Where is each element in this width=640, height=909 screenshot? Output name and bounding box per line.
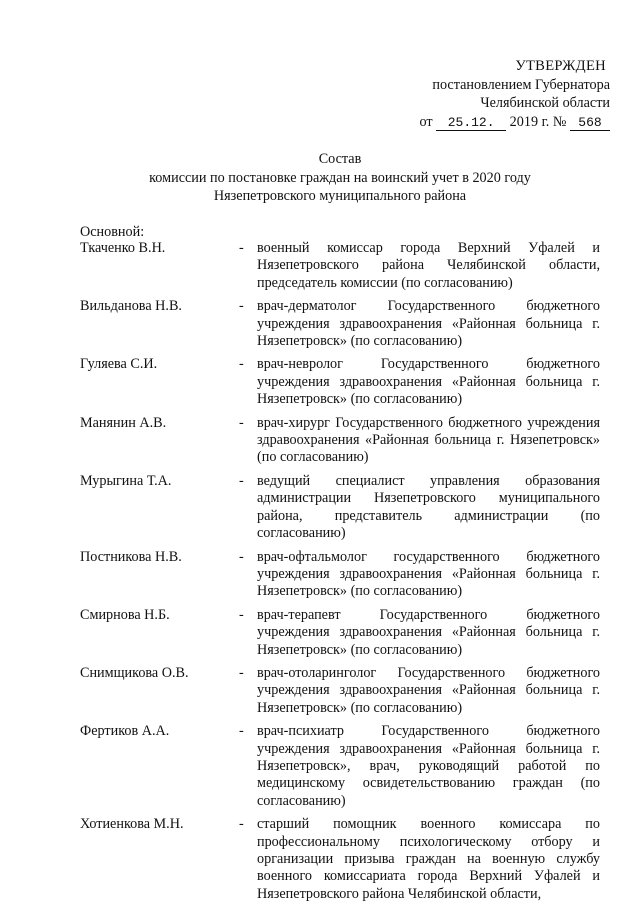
member-row (80, 665, 600, 717)
approval-date-number-line (415, 113, 610, 132)
member-name: Гуляева С.И. (80, 356, 158, 373)
member-name: Ткаченко В.Н. (80, 240, 166, 256)
member-name: Мурыгина Т.А. (80, 472, 172, 489)
approval-title: УТВЕРЖДЕН (515, 58, 606, 74)
member-row (80, 723, 600, 810)
member-name: Фертиков А.А. (80, 723, 170, 740)
member-description: старший помощник военного комиссара по профессиональному психологическому отбору и организации призыва граждан на военную службу военного комиссариата города Верхний Уфалей и Нязепетровского района Челябинской области, (257, 816, 600, 902)
member-description: ведущий специалист управления образования администрации Нязепетровского муниципального района, представитель администрации (по согласованию) (257, 472, 600, 542)
approval-year-text: 2019 г. № (509, 113, 567, 130)
member-description: врач-отоларинголог Государственного бюджетного учреждения здравоохранения «Районная больница г. Нязепетровск» (по согласованию) (257, 664, 600, 716)
member-description: врач-невролог Государственного бюджетного учреждения здравоохранения «Районная больница г. Нязепетровск» (по согласованию) (257, 356, 600, 408)
member-dash: - (239, 414, 244, 431)
heading-subtitle: комиссии по постановке граждан на воинский учет в 2020 году (149, 169, 531, 186)
member-row (80, 607, 600, 659)
member-dash: - (239, 356, 244, 373)
approval-number-value: 568 (570, 115, 610, 131)
member-row (80, 473, 600, 543)
member-dash: - (239, 548, 244, 565)
member-dash: - (239, 723, 244, 740)
member-name: Вильданова Н.В. (80, 298, 182, 315)
member-name: Смирнова Н.Б. (80, 606, 170, 623)
member-name: Постникова Н.В. (80, 548, 182, 565)
member-row (80, 356, 600, 408)
member-row (80, 298, 600, 350)
member-row (80, 549, 600, 601)
approval-stamp (395, 57, 610, 131)
heading-district: Нязепетровского муниципального района (213, 188, 467, 204)
group-label: Основной: (80, 224, 145, 240)
member-row (80, 415, 600, 467)
member-description: врач-офтальмолог государственного бюджетного учреждения здравоохранения «Районная больница г. Нязепетровск» (по согласованию) (257, 548, 600, 600)
member-description: врач-дерматолог Государственного бюджетного учреждения здравоохранения «Районная больница г. Нязепетровск» (по согласованию) (257, 298, 600, 350)
member-dash: - (239, 816, 244, 833)
member-dash: - (239, 298, 244, 315)
approval-decree-line: постановлением Губернатора (432, 76, 610, 93)
member-row (80, 816, 600, 903)
member-description: военный комиссар города Верхний Уфалей и Нязепетровского района Челябинской области, председатель комиссии (по согласованию) (257, 240, 600, 291)
member-dash: - (239, 664, 244, 681)
member-description: врач-терапевт Государственного бюджетного учреждения здравоохранения «Районная больница г. Нязепетровск» (по согласованию) (257, 606, 600, 658)
member-description: врач-психиатр Государственного бюджетного учреждения здравоохранения «Районная больница г. Нязепетровск», врач, руководящий работой по медицинскому освидетельствованию граждан (по согласованию) (257, 723, 600, 809)
approval-date-prefix: от (419, 113, 433, 130)
member-name: Манянин А.В. (80, 414, 167, 431)
approval-region-line: Челябинской области (480, 95, 610, 111)
document-heading (80, 150, 600, 206)
member-row (80, 240, 600, 292)
member-name: Снимщикова О.В. (80, 664, 189, 681)
approval-date-value: 25.12. (436, 115, 506, 131)
member-name: Хотиенкова М.Н. (80, 816, 184, 833)
member-dash: - (239, 240, 244, 256)
member-description: врач-хирург Государственного бюджетного учреждения здравоохранения «Районная больница г. Нязепетровск» (по согласованию) (257, 414, 600, 466)
member-dash: - (239, 606, 244, 623)
heading-title: Состав (318, 151, 362, 167)
member-dash: - (239, 472, 244, 489)
member-list (80, 240, 600, 909)
